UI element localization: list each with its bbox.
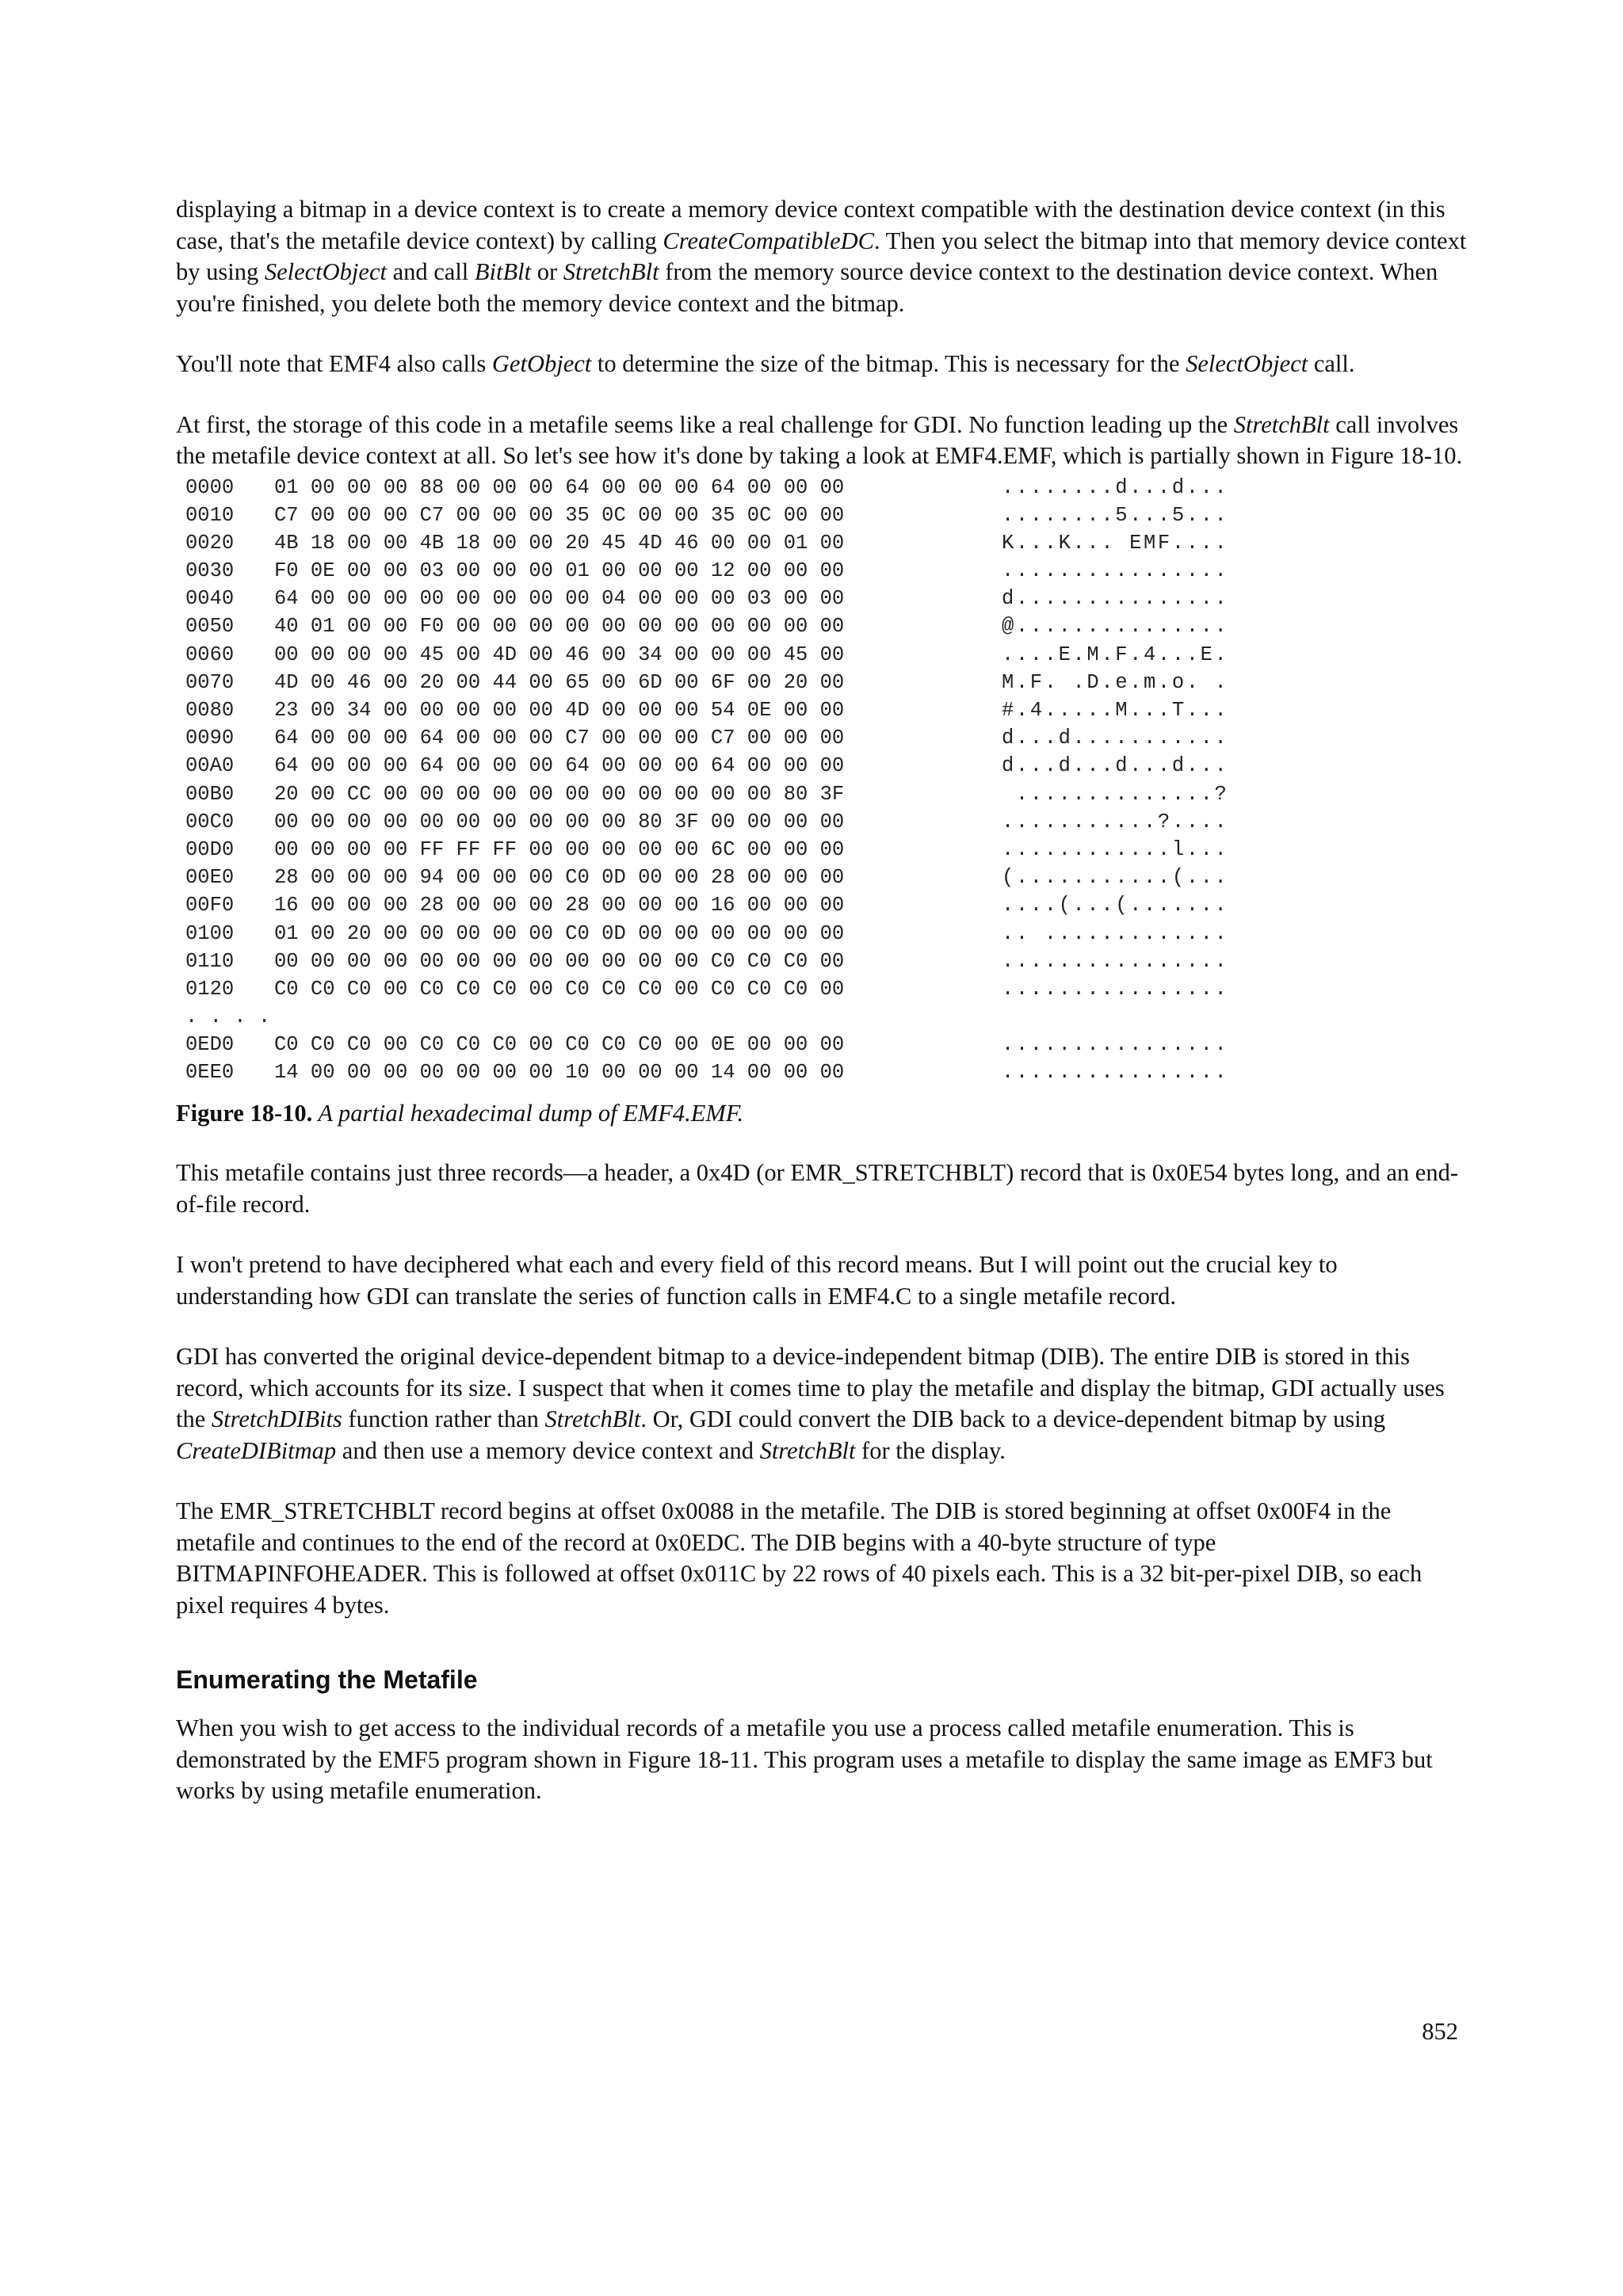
hex-row	[176, 780, 1468, 808]
paragraph-3: At first, the storage of this code in a metafile seems like a real challenge for GDI. No function leading up the StretchBlt call involves the metafile device context at all. So let's see how it's done by taking a look at EMF4.EMF, which is partially shown in Figure 18-10.	[176, 410, 1463, 469]
hex-ascii: ................	[1002, 949, 1229, 973]
hex-row	[176, 502, 1468, 529]
hex-offset: 0080	[185, 699, 235, 722]
hex-ascii: .. .............	[1002, 921, 1229, 945]
hex-offset: 00E0	[185, 866, 235, 890]
figure-caption-text: A partial hexadecimal dump of EMF4.EMF.	[312, 1099, 744, 1127]
hex-ascii: ................	[1002, 559, 1229, 583]
hex-offset: 0100	[185, 921, 235, 945]
hex-offset: 0090	[185, 727, 235, 750]
figure-label: Figure 18-10.	[176, 1099, 313, 1127]
hex-row	[176, 808, 1468, 836]
hex-dump-rows-bottom	[176, 1031, 1468, 1086]
hex-row	[176, 529, 1468, 557]
function-name: StretchBlt	[759, 1436, 856, 1464]
hex-row	[176, 1058, 1468, 1086]
hex-bytes: 64 00 00 00 64 00 00 00 C7 00 00 00 C7 00 00 00	[274, 727, 845, 750]
hex-offset: 0050	[185, 615, 235, 639]
hex-bytes: C7 00 00 00 C7 00 00 00 35 0C 00 00 35 0C 00 00	[274, 503, 845, 527]
function-name: SelectObject	[1186, 350, 1308, 377]
hex-ascii: ...........?....	[1002, 810, 1229, 833]
function-name: BitBlt	[474, 258, 532, 285]
hex-row	[176, 920, 1468, 948]
function-name: StretchBlt	[544, 1405, 641, 1433]
hex-offset: 00F0	[185, 894, 235, 917]
hex-bytes: 40 01 00 00 F0 00 00 00 00 00 00 00 00 00 00 00	[274, 615, 845, 639]
hex-ascii: d...d...........	[1002, 727, 1229, 750]
hex-row	[176, 585, 1468, 612]
hex-offset: 00D0	[185, 837, 235, 861]
hex-bytes: 16 00 00 00 28 00 00 00 28 00 00 00 16 00 00 00	[274, 894, 845, 917]
paragraph-6: GDI has converted the original device-dependent bitmap to a device-independent bitmap (DIB). The entire DIB is stored in this record, which accounts for its size. I suspect that when it comes time to play the metafile and display the bitmap, GDI actually uses the StretchDIBits function rather than StretchBlt. Or, GDI could convert the DIB back to a device-dependent bitmap by using CreateDIBitmap and then use a memory device context and StretchBlt for the display.	[176, 1343, 1445, 1464]
hex-bytes: C0 C0 C0 00 C0 C0 C0 00 C0 C0 C0 00 0E 00 00 00	[274, 1033, 845, 1057]
hex-row	[176, 557, 1468, 585]
hex-bytes: 01 00 20 00 00 00 00 00 C0 0D 00 00 00 00 00 00	[274, 921, 845, 945]
hex-dump-rows-top	[176, 474, 1468, 1004]
hex-bytes: 64 00 00 00 64 00 00 00 64 00 00 00 64 00 00 00	[274, 754, 845, 778]
hex-row	[176, 641, 1468, 669]
hex-bytes: 64 00 00 00 00 00 00 00 00 04 00 00 00 03 00 00	[274, 587, 845, 611]
paragraph-2: You'll note that EMF4 also calls GetObject to determine the size of the bitmap. This is necessary for the SelectObject call.	[176, 350, 1355, 377]
hex-offset: 00B0	[185, 782, 235, 806]
hex-offset: 0020	[185, 531, 235, 555]
hex-row	[176, 891, 1468, 919]
hex-row	[176, 612, 1468, 640]
hex-ascii: ........5...5...	[1002, 503, 1229, 527]
hex-ascii: d...d...d...d...	[1002, 754, 1229, 778]
function-name: StretchDIBits	[211, 1405, 342, 1433]
hex-ascii: ........d...d...	[1002, 475, 1229, 499]
section-heading: Enumerating the Metafile	[176, 1665, 478, 1695]
hex-ascii: ....E.M.F.4...E.	[1002, 643, 1229, 666]
function-name: GetObject	[491, 350, 592, 377]
hex-bytes: 4D 00 46 00 20 00 44 00 65 00 6D 00 6F 00 20 00	[274, 670, 845, 694]
hex-offset: 0010	[185, 503, 235, 527]
function-name: StretchBlt	[1233, 410, 1330, 438]
hex-bytes: 00 00 00 00 FF FF FF 00 00 00 00 00 6C 00 00 00	[274, 837, 845, 861]
hex-row	[176, 836, 1468, 864]
hex-dump-ellipsis: . . . .	[185, 1005, 271, 1029]
hex-offset: 0000	[185, 475, 235, 499]
page-number: 852	[1422, 2018, 1458, 2045]
figure-caption	[176, 1098, 1468, 1130]
hex-bytes: 00 00 00 00 00 00 00 00 00 00 80 3F 00 00 00 00	[274, 810, 845, 833]
hex-row	[176, 724, 1468, 752]
hex-offset: 0040	[185, 587, 235, 611]
hex-ascii: ................	[1002, 1061, 1229, 1085]
hex-ascii: ................	[1002, 977, 1229, 1001]
hex-ascii: ..............?	[1002, 782, 1229, 806]
paragraph-5: I won't pretend to have deciphered what each and every field of this record means. But I will point out the crucial key to understanding how GDI can translate the series of function calls in EMF4.C to a single metafile record.	[176, 1251, 1338, 1310]
hex-ascii: (...........(...	[1002, 866, 1229, 890]
hex-bytes: C0 C0 C0 00 C0 C0 C0 00 C0 C0 C0 00 C0 C0 C0 00	[274, 977, 845, 1001]
hex-row	[176, 474, 1468, 502]
function-name: StretchBlt	[563, 258, 659, 285]
hex-offset: 00C0	[185, 810, 235, 833]
function-name: SelectObject	[264, 258, 387, 285]
function-name: CreateCompatibleDC	[663, 227, 874, 254]
hex-row	[176, 752, 1468, 780]
hex-bytes: 28 00 00 00 94 00 00 00 C0 0D 00 00 28 00 00 00	[274, 866, 845, 890]
hex-offset: 0120	[185, 977, 235, 1001]
paragraph-8: When you wish to get access to the individual records of a metafile you use a process called metafile enumeration. This is demonstrated by the EMF5 program shown in Figure 18-11. This program uses a metafile to display the same image as EMF3 but works by using metafile enumeration.	[176, 1714, 1433, 1805]
hex-offset: 0ED0	[185, 1033, 235, 1057]
hex-row	[176, 1031, 1468, 1058]
page-content	[176, 194, 1468, 1836]
hex-offset: 0EE0	[185, 1061, 235, 1085]
hex-ascii: ............l...	[1002, 837, 1229, 861]
hex-ascii: d...............	[1002, 587, 1229, 611]
hex-offset: 0030	[185, 559, 235, 583]
hex-bytes: F0 0E 00 00 03 00 00 00 01 00 00 00 12 00 00 00	[274, 559, 845, 583]
hex-offset: 00A0	[185, 754, 235, 778]
paragraph-1: displaying a bitmap in a device context is to create a memory device context compatible with the destination device context (in this case, that's the metafile device context) by calling CreateCompatibleDC. Then you select the bitmap into that memory device context by using SelectObject and call BitBlt or StretchBlt from the memory source device context to the destination device context. When you're finished, you delete both the memory device context and the bitmap.	[176, 196, 1467, 317]
hex-bytes: 01 00 00 00 88 00 00 00 64 00 00 00 64 00 00 00	[274, 475, 845, 499]
hex-bytes: 00 00 00 00 45 00 4D 00 46 00 34 00 00 00 45 00	[274, 643, 845, 666]
hex-ascii: ....(...(.......	[1002, 894, 1229, 917]
hex-row	[176, 669, 1468, 696]
hex-bytes: 20 00 CC 00 00 00 00 00 00 00 00 00 00 00 80 3F	[274, 782, 845, 806]
hex-bytes: 00 00 00 00 00 00 00 00 00 00 00 00 C0 C0 C0 00	[274, 949, 845, 973]
hex-bytes: 14 00 00 00 00 00 00 00 10 00 00 00 14 00 00 00	[274, 1061, 845, 1085]
hex-ascii: #.4.....M...T...	[1002, 699, 1229, 722]
hex-bytes: 4B 18 00 00 4B 18 00 00 20 45 4D 46 00 00 01 00	[274, 531, 845, 555]
hex-ascii: @...............	[1002, 615, 1229, 639]
hex-ascii: M.F. .D.e.m.o. .	[1002, 670, 1229, 694]
hex-row	[176, 864, 1468, 891]
hex-row	[176, 696, 1468, 724]
hex-offset: 0110	[185, 949, 235, 973]
function-name: CreateDIBitmap	[176, 1436, 337, 1464]
hex-ascii: ................	[1002, 1033, 1229, 1057]
paragraph-4: This metafile contains just three records—a header, a 0x4D (or EMR_STRETCHBLT) record that is 0x0E54 bytes long, and an end-of-file record.	[176, 1159, 1458, 1218]
hex-ascii: K...K... EMF....	[1002, 531, 1229, 555]
hex-offset: 0060	[185, 643, 235, 666]
hex-row	[176, 975, 1468, 1003]
hex-offset: 0070	[185, 670, 235, 694]
hex-row	[176, 948, 1468, 975]
hex-dump	[176, 474, 1468, 1087]
paragraph-7: The EMR_STRETCHBLT record begins at offset 0x0088 in the metafile. The DIB is stored beginning at offset 0x00F4 in the metafile and continues to the end of the record at 0x0EDC. The DIB begins with a 40-byte structure of type BITMAPINFOHEADER. This is followed at offset 0x011C by 22 rows of 40 pixels each. This is a 32 bit-per-pixel DIB, so each pixel requires 4 bytes.	[176, 1497, 1423, 1619]
hex-bytes: 23 00 34 00 00 00 00 00 4D 00 00 00 54 0E 00 00	[274, 699, 845, 722]
